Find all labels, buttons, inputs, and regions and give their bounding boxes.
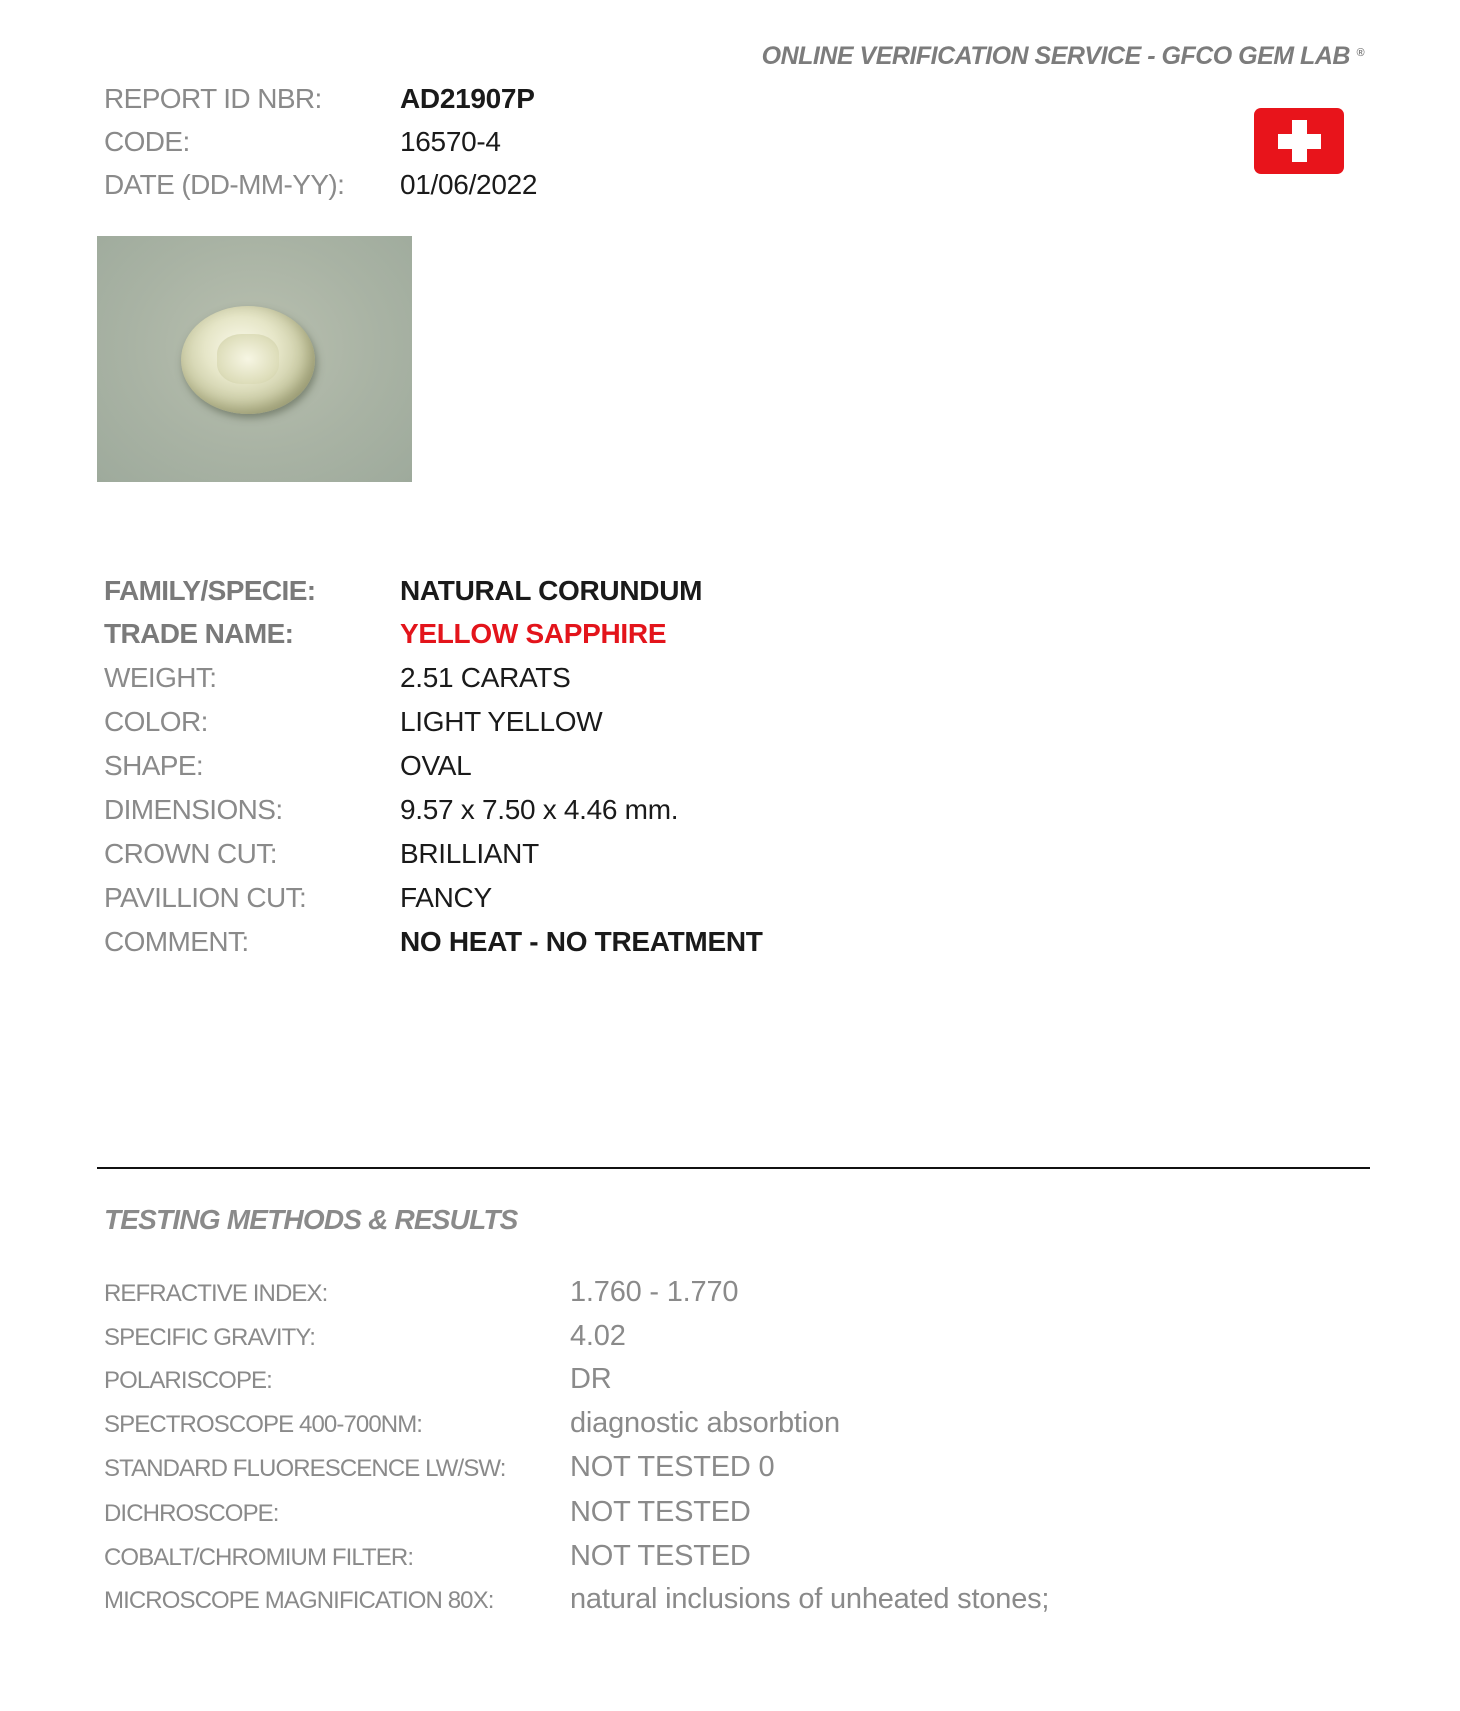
- date-value: 01/06/2022: [400, 169, 538, 200]
- detail-row-dimensions: [104, 794, 678, 826]
- family-value: NATURAL CORUNDUM: [400, 575, 703, 606]
- test-row-fluorescence: [104, 1451, 774, 1484]
- shape-value: OVAL: [400, 750, 472, 781]
- detail-row-comment: [104, 926, 763, 958]
- report-id-row: [104, 83, 535, 115]
- dimensions-label: DIMENSIONS:: [104, 794, 283, 825]
- family-label: FAMILY/SPECIE:: [104, 575, 316, 606]
- test-value: natural inclusions of unheated stones;: [570, 1583, 1050, 1615]
- test-label: MICROSCOPE MAGNIFICATION 80X:: [104, 1587, 494, 1614]
- test-label: STANDARD FLUORESCENCE LW/SW:: [104, 1455, 506, 1482]
- code-value: 16570-4: [400, 126, 501, 157]
- code-label: CODE:: [104, 126, 190, 157]
- test-label: SPECIFIC GRAVITY:: [104, 1324, 315, 1351]
- color-value: LIGHT YELLOW: [400, 706, 603, 737]
- comment-value: NO HEAT - NO TREATMENT: [400, 926, 763, 957]
- comment-label: COMMENT:: [104, 926, 249, 957]
- report-id-value: AD21907P: [400, 83, 535, 114]
- test-value: 1.760 - 1.770: [570, 1276, 739, 1308]
- test-label: DICHROSCOPE:: [104, 1500, 279, 1527]
- dimensions-value: 9.57 x 7.50 x 4.46 mm.: [400, 794, 679, 825]
- color-label: COLOR:: [104, 706, 208, 737]
- report-id-label: REPORT ID NBR:: [104, 83, 322, 114]
- test-label: SPECTROSCOPE 400-700NM:: [104, 1411, 423, 1438]
- test-row-microscope: [104, 1583, 1049, 1616]
- test-value: NOT TESTED: [570, 1540, 751, 1572]
- test-row-refractive-index: [104, 1276, 738, 1309]
- test-row-cobalt-filter: [104, 1540, 751, 1573]
- test-label: COBALT/CHROMIUM FILTER:: [104, 1544, 414, 1571]
- shape-label: SHAPE:: [104, 750, 204, 781]
- weight-label: WEIGHT:: [104, 662, 217, 693]
- crown-cut-value: BRILLIANT: [400, 838, 539, 869]
- detail-row-pavillion-cut: [104, 882, 492, 914]
- section-divider: [97, 1167, 1370, 1169]
- test-row-specific-gravity: [104, 1320, 626, 1353]
- detail-row-color: [104, 706, 602, 738]
- crown-cut-label: CROWN CUT:: [104, 838, 277, 869]
- test-label: POLARISCOPE:: [104, 1367, 272, 1394]
- test-value: NOT TESTED: [570, 1496, 751, 1528]
- trade-name-value: YELLOW SAPPHIRE: [400, 618, 667, 649]
- test-row-polariscope: [104, 1363, 612, 1396]
- test-row-dichroscope: [104, 1496, 751, 1529]
- testing-section-title: TESTING METHODS & RESULTS: [104, 1204, 518, 1235]
- date-row: [104, 169, 537, 201]
- pavillion-cut-value: FANCY: [400, 882, 492, 913]
- pavillion-cut-label: PAVILLION CUT:: [104, 882, 307, 913]
- verification-service-title: ONLINE VERIFICATION SERVICE - GFCO GEM LAB ®: [761, 42, 1364, 70]
- swiss-flag-icon: [1254, 108, 1344, 174]
- test-value: diagnostic absorbtion: [570, 1407, 840, 1439]
- test-value: DR: [570, 1363, 612, 1395]
- trade-name-label: TRADE NAME:: [104, 618, 294, 649]
- detail-row-shape: [104, 750, 471, 782]
- test-value: NOT TESTED 0: [570, 1451, 775, 1483]
- code-row: [104, 126, 501, 158]
- weight-value: 2.51 CARATS: [400, 662, 571, 693]
- gemstone-photo: [97, 236, 412, 482]
- detail-row-family: [104, 575, 702, 607]
- date-label: DATE (DD-MM-YY):: [104, 169, 345, 200]
- gemstone-image: [181, 306, 315, 414]
- detail-row-crown-cut: [104, 838, 539, 870]
- test-row-spectroscope: [104, 1407, 840, 1440]
- detail-row-weight: [104, 662, 570, 694]
- detail-row-trade-name: [104, 618, 666, 650]
- test-label: REFRACTIVE INDEX:: [104, 1280, 328, 1307]
- test-value: 4.02: [570, 1320, 626, 1352]
